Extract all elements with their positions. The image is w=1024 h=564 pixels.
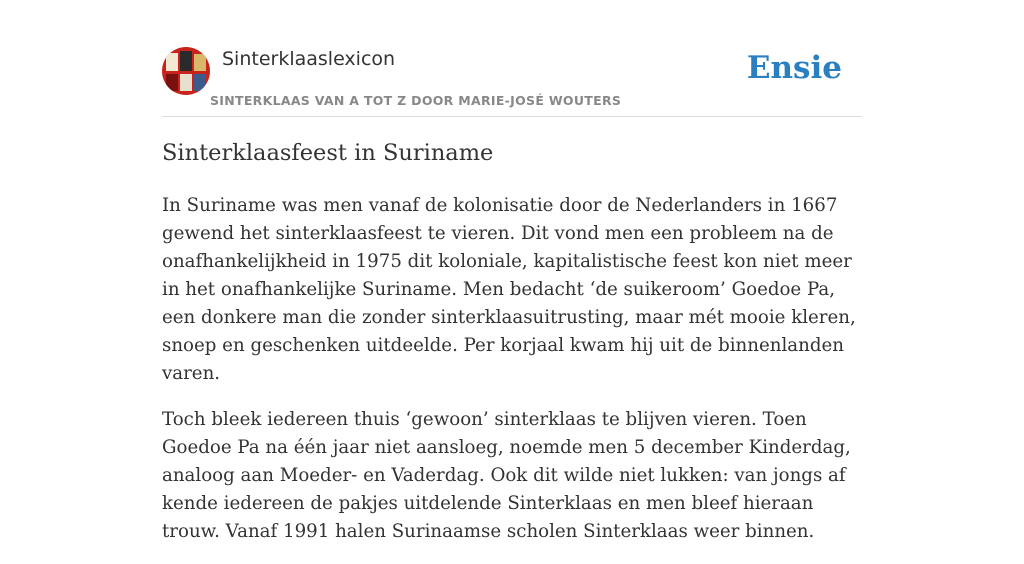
site-header <box>162 46 862 117</box>
avatar-tile <box>166 53 178 71</box>
lexicon-title-link[interactable]: Sinterklaaslexicon <box>222 48 396 70</box>
ensie-logo[interactable]: Ensie <box>746 50 842 86</box>
article-body <box>162 192 868 564</box>
avatar-tile <box>194 74 206 91</box>
page-title: Sinterklaasfeest in Suriname <box>162 140 494 166</box>
lexicon-subtitle: SINTERKLAAS VAN A TOT Z DOOR MARIE-JOSÉ WOUTERS <box>210 93 622 108</box>
article-paragraph: Toch bleek iedereen thuis ‘gewoon’ sinterklaas te blijven vieren. Toen Goedoe Pa na één jaar niet aansloeg, noemde men 5 december Kinderdag, analoog aan Moeder- en Vaderdag. Ook dit wilde niet lukken: van jongs af kende iedereen de pakjes uitdelende Sinterklaas en men bleef hieraan trouw. Vanaf 1991 halen Surinaamse scholen Sinterklaas weer binnen. <box>162 409 851 542</box>
lexicon-avatar[interactable] <box>162 47 210 95</box>
avatar-tile <box>166 74 178 91</box>
avatar-tile <box>194 54 206 71</box>
article-paragraph: In Suriname was men vanaf de kolonisatie door de Nederlanders in 1667 gewend het sinterklaasfeest te vieren. Dit vond men een probleem na de onafhankelijkheid in 1975 dit koloniale, kapitalistische feest kon niet meer in het onafhankelijke Suriname. Men bedacht ‘de suikeroom’ Goedoe Pa, een donkere man die zonder sinterklaasuitrusting, maar mét mooie kleren, snoep en geschenken uitdeelde. Per korjaal kwam hij uit de binnenlanden varen. <box>162 195 856 384</box>
avatar-tile <box>180 74 192 91</box>
avatar-tile <box>180 51 192 71</box>
